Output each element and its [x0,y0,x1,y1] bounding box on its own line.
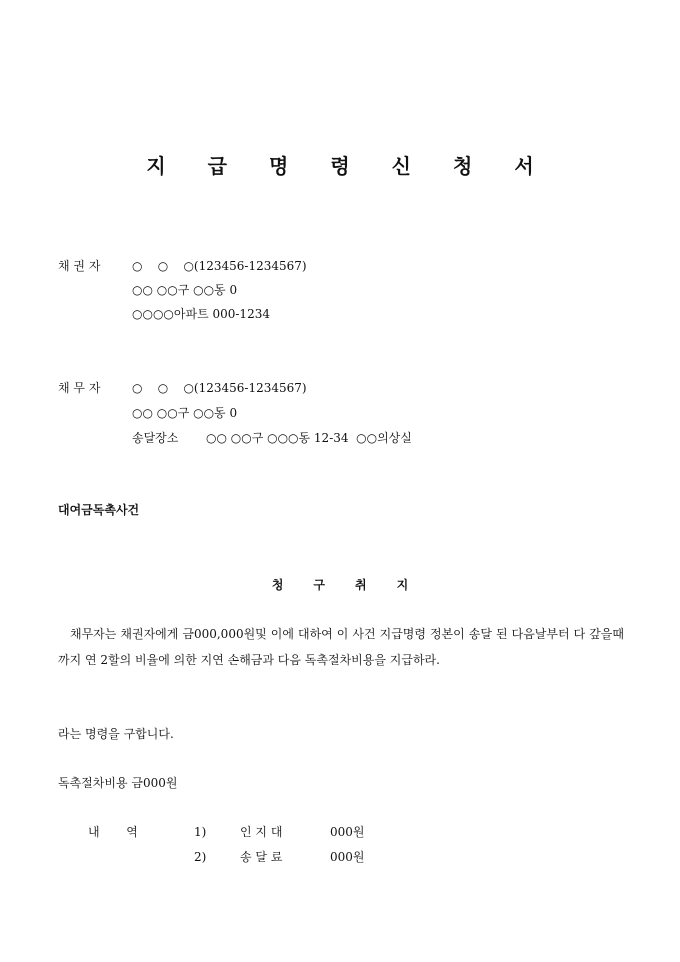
title-char: 청 [452,154,473,178]
creditor-address-line2: ○○○○아파트 000-1234 [132,307,270,321]
breakdown-item-name: 인 지 대 [240,825,283,839]
claim-heading [0,576,680,593]
claim-heading-char: 구 [313,578,325,592]
claim-paragraph: 채무자는 채권자에게 금000,000원및 이에 대하여 이 사건 지급명령 정본이 송달 된 다음날부터 다 갚을때까지 연 2할의 비율에 의한 지연 손해금과 다음 독촉절차비용을 지급하라. [58,627,624,667]
creditor-address-line1: ○○ ○○구 ○○동 0 [132,283,238,297]
breakdown-item-number: 1) [194,825,207,839]
title-char: 신 [391,154,411,178]
debtor-name: ○ ○ ○(123456-1234567) [132,381,307,395]
breakdown-item-amount: 000원 [330,850,365,864]
title-char: 명 [269,154,289,178]
title-char: 급 [207,154,227,178]
debtor-address-line1: ○○ ○○구 ○○동 0 [132,406,238,420]
breakdown-label: 내 역 [88,825,138,839]
breakdown-item-number: 2) [194,850,207,864]
claim-heading-char: 지 [396,578,409,592]
title-char: 령 [330,154,350,178]
creditor-name: ○ ○ ○(123456-1234567) [132,259,307,273]
title-char: 지 [146,154,166,178]
debtor-delivery-label: 송달장소 [132,431,179,445]
request-text: 라는 명령을 구합니다. [58,727,174,741]
case-name: 대여금독촉사건 [58,503,140,517]
breakdown-item-amount: 000원 [330,825,365,839]
breakdown-item-name: 송 달 료 [240,850,283,864]
debtor-delivery-address: ○○ ○○구 ○○○동 12-34 ○○의상실 [206,431,412,445]
claim-heading-char: 청 [271,578,284,592]
claim-heading-char: 취 [355,578,367,592]
cost-total: 독촉절차비용 금000원 [58,776,178,790]
document-title [0,150,680,179]
title-char: 서 [514,154,534,178]
debtor-label: 채 무 자 [58,381,101,395]
creditor-label: 채 권 자 [58,259,101,273]
